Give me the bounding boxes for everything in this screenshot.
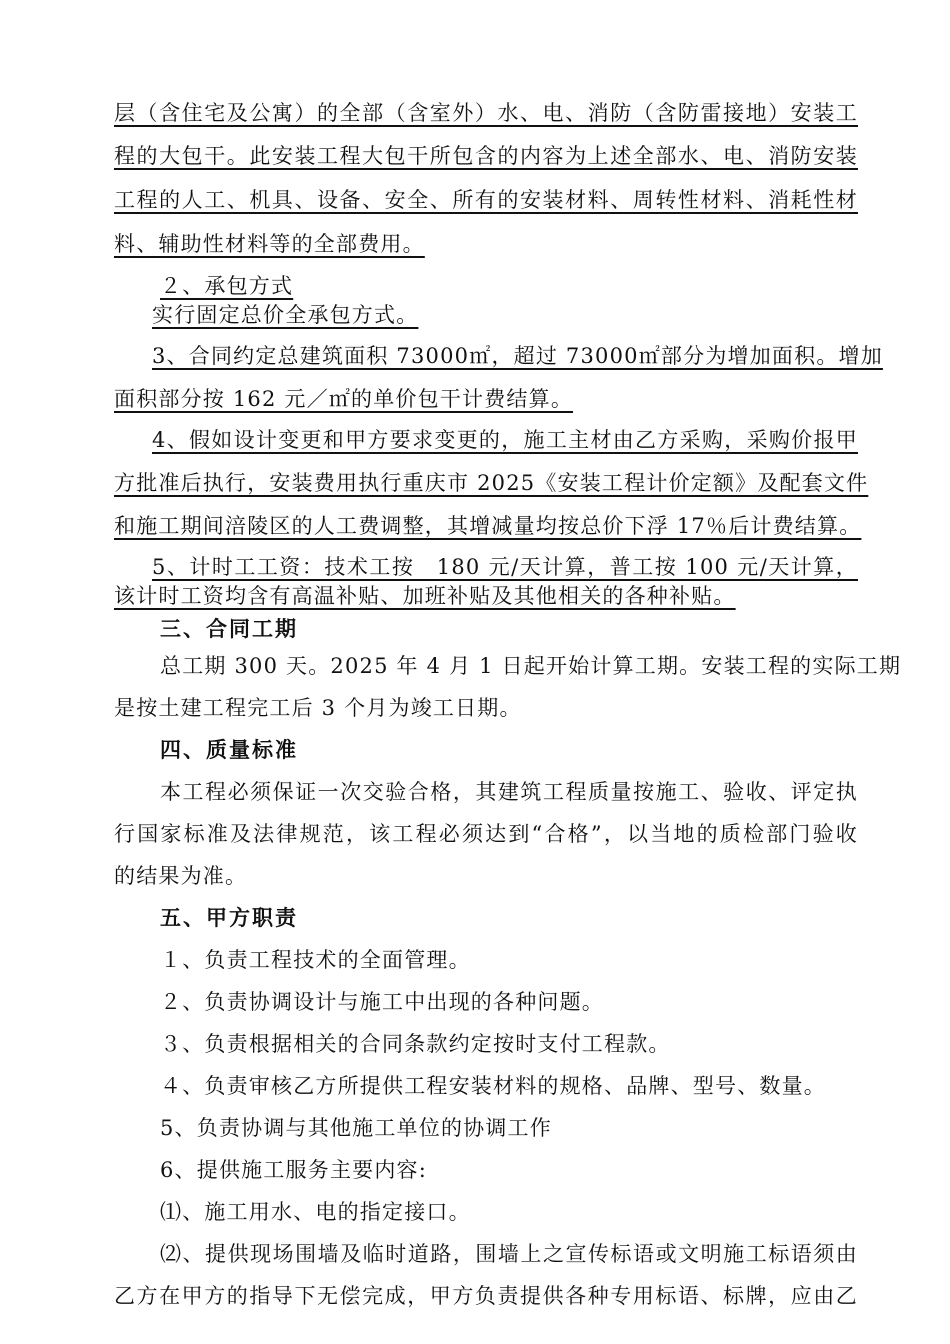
section4-body-line-1: 本工程必须保证一次交验合格，其建筑工程质量按施工、验收、评定执 [160, 780, 858, 804]
section3-body-line-1: 总工期 300 天。2025 年 4 月 1 日起开始计算工期。安装工程的实际工期 [160, 654, 902, 678]
section5-item-6-1: ⑴、施工用水、电的指定接口。 [160, 1200, 471, 1224]
item3-line-2: 面积部分按 162 元／㎡的单价包干计费结算。 [114, 387, 574, 411]
section4-title: 四、质量标准 [160, 737, 298, 762]
section5-item-2: ２、负责协调设计与施工中出现的各种问题。 [160, 990, 604, 1014]
section5-item-6-2-line-1: ⑵、提供现场围墙及临时道路，围墙上之宣传标语或文明施工标语须由 [160, 1242, 858, 1266]
item5-line-2: 该计时工资均含有高温补贴、加班补贴及其他相关的各种补贴。 [114, 584, 736, 608]
section3-body-line-2: 是按土建工程完工后 3 个月为竣工日期。 [114, 696, 522, 720]
scope-line-4: 料、辅助性材料等的全部费用。 [114, 232, 425, 256]
item5-line-1: 5、计时工工资：技术工按 180 元/天计算，普工按 100 元/天计算， [152, 555, 858, 579]
section5-item-6-2-line-2: 乙方在甲方的指导下无偿完成，甲方负责提供各种专用标语、标牌，应由乙 [114, 1284, 858, 1308]
item4-line-3: 和施工期间涪陵区的人工费调整，其增减量均按总价下浮 17％后计费结算。 [114, 514, 862, 538]
item2-body: 实行固定总价全承包方式。 [152, 303, 419, 327]
section5-item-1: １、负责工程技术的全面管理。 [160, 948, 471, 972]
item4-line-2: 方批准后执行，安装费用执行重庆市 2025《安装工程计价定额》及配套文件 [114, 471, 869, 495]
scope-line-1: 层（含住宅及公寓）的全部（含室外）水、电、消防（含防雷接地）安装工 [114, 101, 858, 125]
section5-item-6: 6、提供施工服务主要内容: [160, 1158, 428, 1182]
item3-line-1: 3、合同约定总建筑面积 73000㎡，超过 73000㎡部分为增加面积。增加 [152, 344, 883, 368]
item4-line-1: 4、假如设计变更和甲方要求变更的，施工主材由乙方采购，采购价报甲 [152, 428, 858, 452]
section3-title: 三、合同工期 [160, 616, 298, 641]
section5-title: 五、甲方职责 [160, 905, 298, 930]
section5-item-4: ４、负责审核乙方所提供工程安装材料的规格、品牌、型号、数量。 [160, 1074, 826, 1098]
scope-line-2: 程的大包干。此安装工程大包干所包含的内容为上述全部水、电、消防安装 [114, 144, 858, 168]
section4-body-line-3: 的结果为准。 [114, 864, 248, 888]
item2-heading: ２、承包方式 [160, 274, 294, 298]
section5-item-5: 5、负责协调与其他施工单位的协调工作 [160, 1116, 552, 1140]
scope-line-3: 工程的人工、机具、设备、安全、所有的安装材料、周转性材料、消耗性材 [114, 188, 858, 212]
section4-body-line-2: 行国家标准及法律规范，该工程必须达到“合格”，以当地的质检部门验收 [114, 822, 858, 846]
section5-item-3: ３、负责根据相关的合同条款约定按时支付工程款。 [160, 1032, 671, 1056]
